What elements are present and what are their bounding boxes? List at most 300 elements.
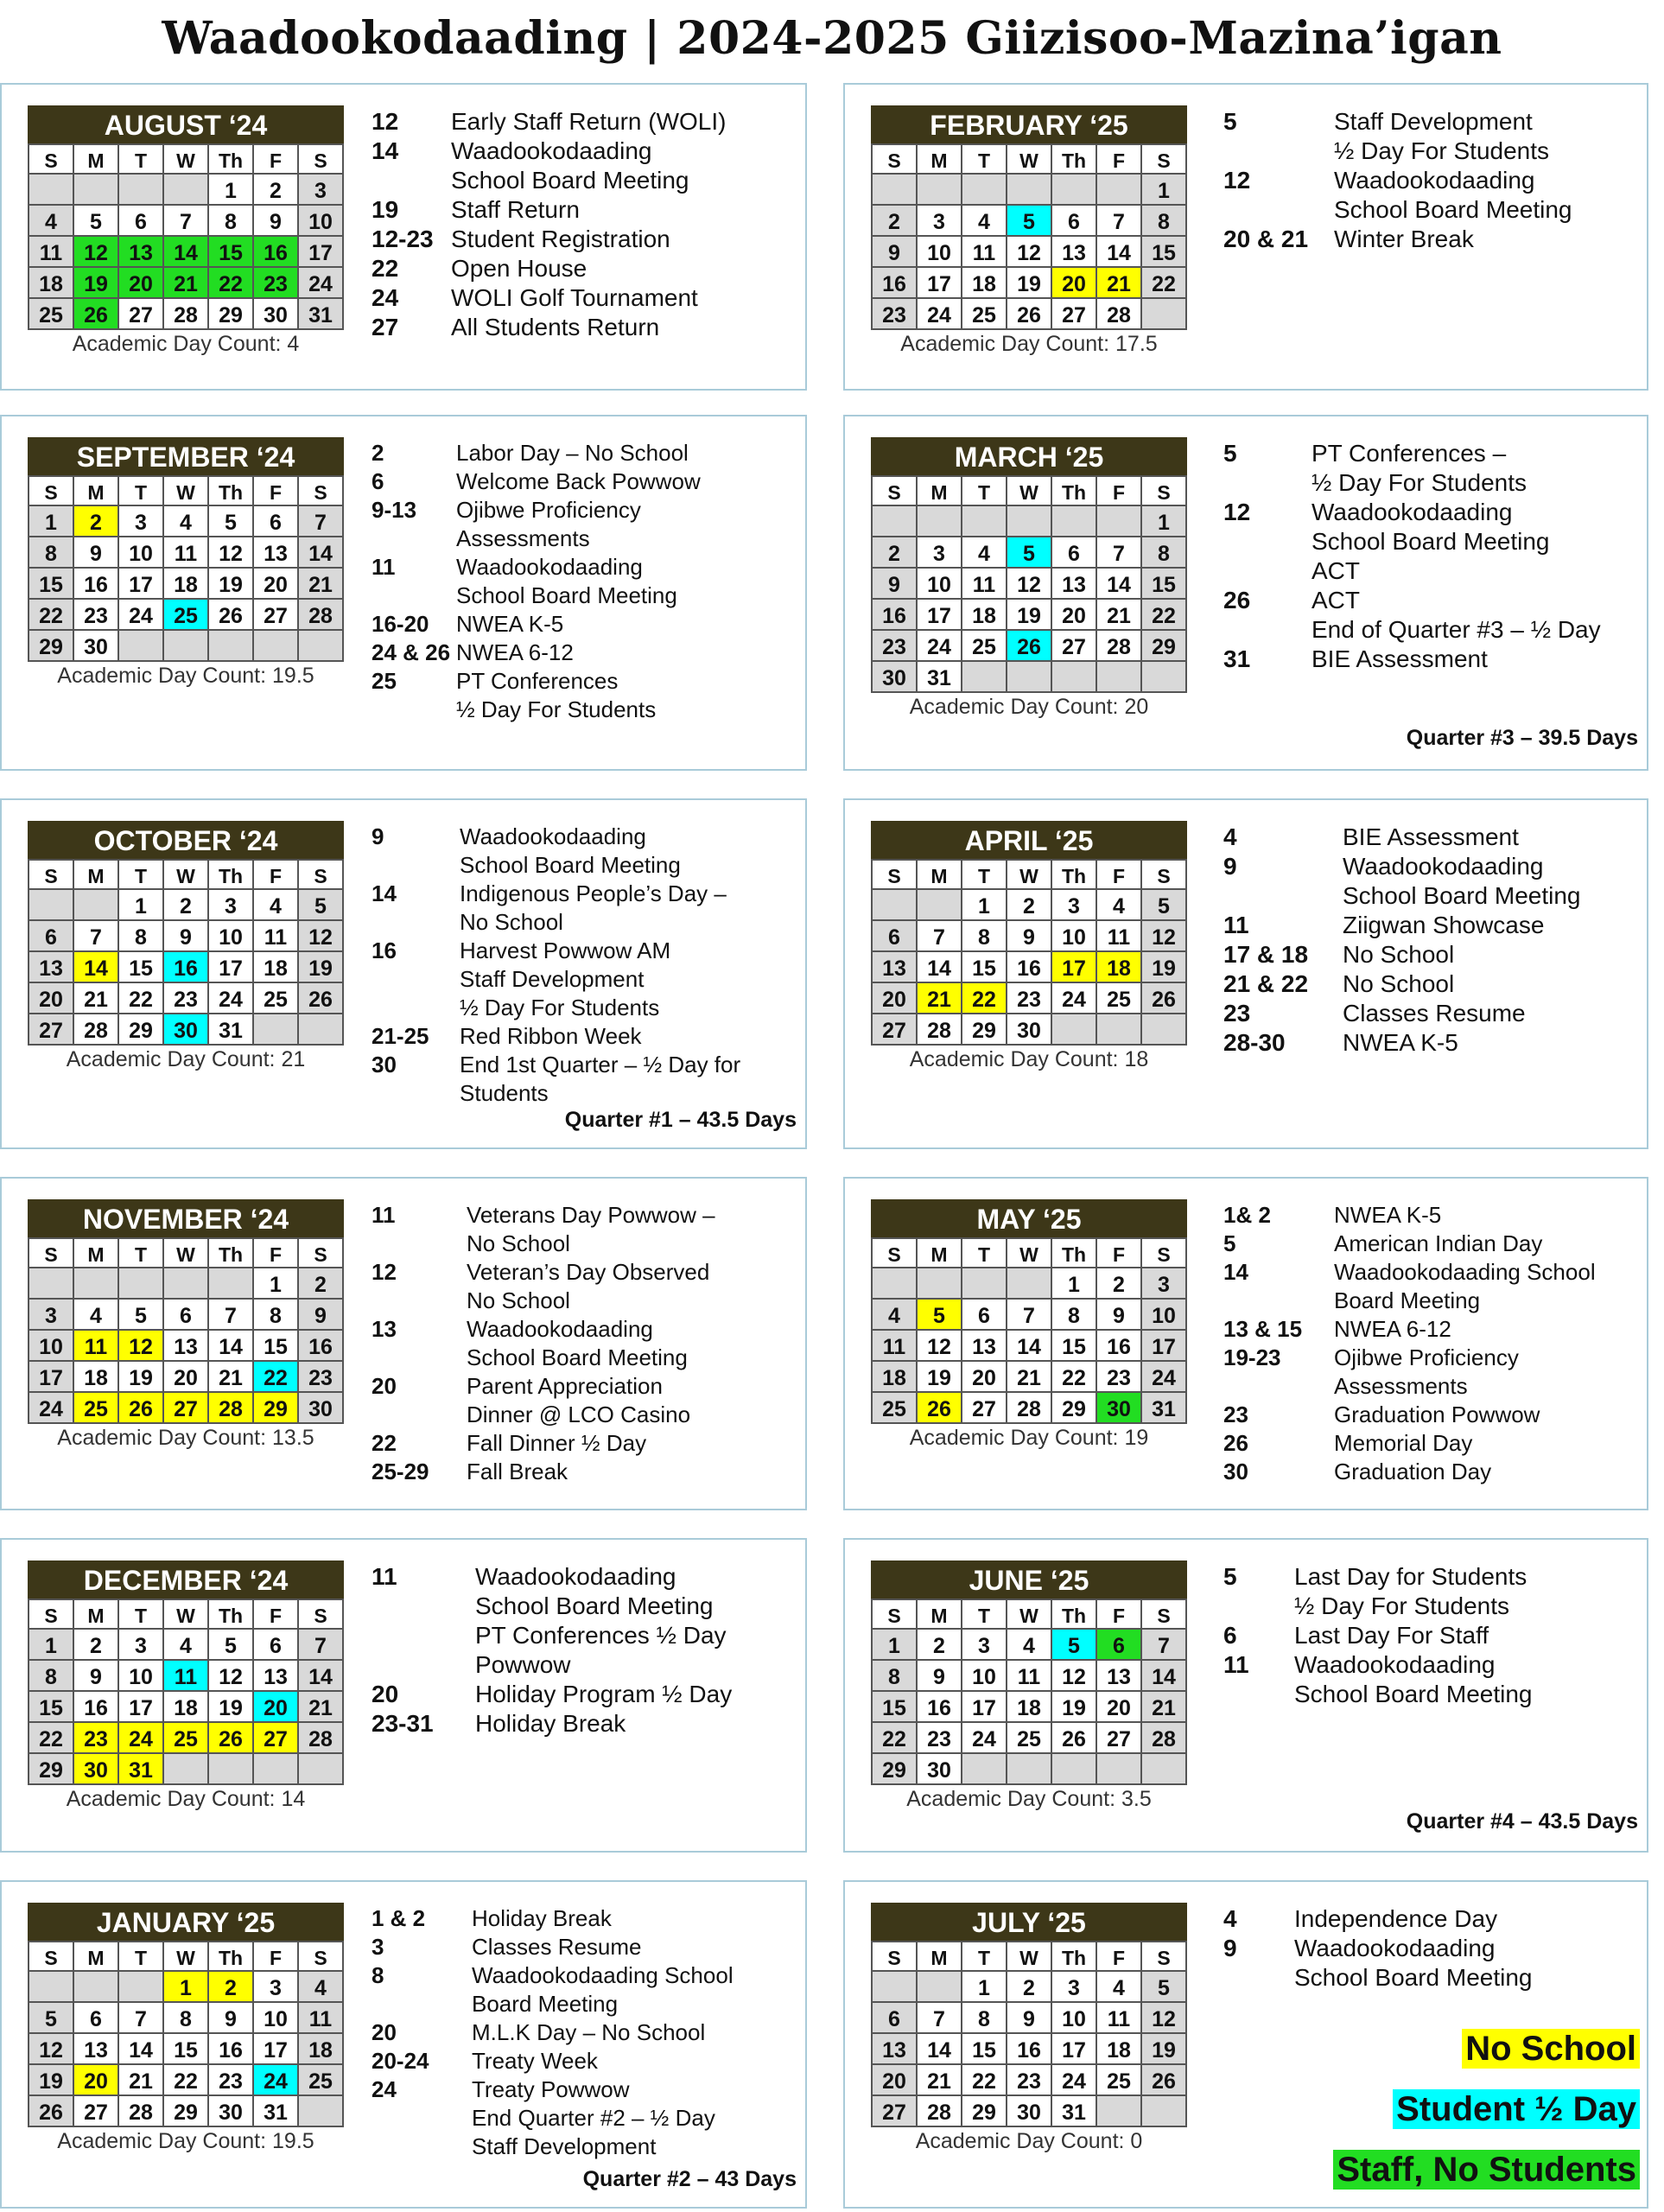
weekday-header: T — [119, 1239, 164, 1268]
day-cell: 26 — [1007, 631, 1052, 662]
day-cell: 3 — [1052, 1972, 1097, 2003]
day-cell: 10 — [209, 921, 254, 952]
month-calendar — [28, 1199, 344, 1424]
day-cell: 18 — [1097, 952, 1142, 983]
day-cell: 8 — [254, 1300, 299, 1331]
event-item — [372, 254, 797, 283]
day-cell: 20 — [74, 2065, 119, 2096]
day-cell: 21 — [1097, 268, 1142, 299]
empty-cell — [29, 890, 74, 921]
weekday-header: S — [1142, 1239, 1187, 1268]
academic-day-count: Academic Day Count: 21 — [66, 1047, 306, 1071]
empty-cell — [1142, 2096, 1187, 2127]
event-list — [372, 1562, 797, 1738]
event-date: 5 — [1223, 108, 1237, 135]
day-cell: 6 — [254, 1630, 299, 1661]
day-cell: 12 — [1007, 569, 1052, 600]
day-cell: 2 — [209, 1972, 254, 2003]
empty-cell — [873, 175, 918, 206]
event-date: 9 — [372, 823, 384, 849]
day-cell: 13 — [962, 1331, 1007, 1362]
day-cell: 15 — [962, 952, 1007, 983]
day-cell: 14 — [1007, 1331, 1052, 1362]
day-cell: 13 — [1097, 1661, 1142, 1692]
day-cell: 10 — [962, 1661, 1007, 1692]
day-cell: 19 — [1007, 268, 1052, 299]
empty-cell — [918, 506, 962, 537]
event-item — [372, 439, 797, 467]
day-cell: 26 — [29, 2096, 74, 2127]
event-date: 8 — [372, 1962, 384, 1988]
month-panel — [0, 83, 807, 391]
event-text: Waadookodaading — [467, 1316, 653, 1342]
event-text: Graduation Day — [1334, 1459, 1492, 1484]
weekday-header: F — [254, 477, 299, 506]
weekday-header: T — [962, 477, 1007, 506]
event-text: Waadookodaading — [1294, 1651, 1496, 1678]
event-item — [1223, 439, 1638, 468]
empty-cell — [1007, 662, 1052, 693]
event-item — [372, 2104, 797, 2133]
month-header: APRIL ‘25 — [871, 821, 1187, 859]
day-cell: 15 — [164, 2034, 209, 2065]
event-date: 20 — [372, 1373, 397, 1399]
empty-cell — [1052, 662, 1097, 693]
day-cell: 22 — [254, 1362, 299, 1393]
day-grid — [28, 859, 344, 1046]
weekday-header: S — [299, 477, 344, 506]
day-cell: 24 — [1052, 2065, 1097, 2096]
quarter-total: Quarter #4 – 43.5 Days — [1406, 1809, 1638, 1834]
day-cell: 7 — [1097, 537, 1142, 569]
day-cell: 13 — [873, 952, 918, 983]
empty-cell — [119, 631, 164, 662]
event-item — [372, 553, 797, 582]
day-cell: 2 — [1007, 1972, 1052, 2003]
event-text: American Indian Day — [1334, 1230, 1543, 1256]
day-cell: 30 — [918, 1754, 962, 1785]
day-cell: 30 — [1007, 1014, 1052, 1046]
event-date — [1223, 556, 1312, 586]
day-cell: 3 — [209, 890, 254, 921]
day-cell: 5 — [209, 506, 254, 537]
day-cell: 17 — [918, 268, 962, 299]
empty-cell — [119, 1268, 164, 1300]
day-cell: 8 — [962, 2003, 1007, 2034]
academic-day-count: Academic Day Count: 4 — [72, 332, 300, 356]
event-text: NWEA 6-12 — [1334, 1316, 1451, 1342]
day-cell: 14 — [119, 2034, 164, 2065]
day-cell: 17 — [962, 1692, 1007, 1723]
day-cell: 3 — [299, 175, 344, 206]
day-cell: 16 — [873, 600, 918, 631]
month-header: AUGUST ‘24 — [28, 105, 344, 143]
day-cell: 2 — [74, 1630, 119, 1661]
day-cell: 1 — [1142, 506, 1187, 537]
month-calendar — [871, 1199, 1187, 1424]
empty-cell — [962, 1754, 1007, 1785]
empty-cell — [299, 1014, 344, 1046]
event-item — [372, 639, 797, 667]
event-date: 21 & 22 — [1223, 970, 1309, 997]
event-text: Students — [460, 1080, 549, 1106]
day-cell: 10 — [918, 237, 962, 268]
weekday-header: Th — [1052, 861, 1097, 890]
day-cell: 3 — [918, 206, 962, 237]
event-date: 24 — [372, 2076, 397, 2102]
event-item — [1223, 107, 1638, 137]
day-cell: 17 — [299, 237, 344, 268]
day-cell: 18 — [299, 2034, 344, 2065]
day-cell: 3 — [119, 1630, 164, 1661]
event-text: School Board Meeting — [1343, 882, 1581, 909]
empty-cell — [209, 1268, 254, 1300]
weekday-header: S — [873, 477, 918, 506]
empty-cell — [29, 1268, 74, 1300]
event-list — [372, 1904, 797, 2161]
day-cell: 11 — [164, 1661, 209, 1692]
empty-cell — [873, 1972, 918, 2003]
empty-cell — [918, 175, 962, 206]
day-cell: 26 — [119, 1393, 164, 1424]
month-header: FEBRUARY ‘25 — [871, 105, 1187, 143]
weekday-header: S — [1142, 1600, 1187, 1630]
weekday-header: W — [1007, 477, 1052, 506]
event-item — [1223, 1562, 1638, 1592]
event-item — [1223, 1429, 1638, 1458]
weekday-header: S — [873, 1942, 918, 1972]
day-cell: 19 — [1142, 2034, 1187, 2065]
day-cell: 23 — [873, 299, 918, 330]
event-text: NWEA K-5 — [1334, 1202, 1442, 1228]
day-cell: 6 — [1052, 537, 1097, 569]
event-text: NWEA K-5 — [456, 611, 564, 637]
event-date: 20 — [372, 2019, 397, 2045]
event-date: 12 — [1223, 167, 1251, 194]
empty-cell — [1097, 1754, 1142, 1785]
event-date — [372, 1621, 475, 1650]
event-text: School Board Meeting — [1294, 1964, 1533, 1991]
weekday-header: F — [254, 1239, 299, 1268]
empty-cell — [119, 1972, 164, 2003]
day-cell: 29 — [873, 1754, 918, 1785]
event-item — [1223, 1028, 1638, 1058]
event-date — [372, 1344, 467, 1372]
event-item — [372, 1933, 797, 1961]
event-item — [372, 1429, 797, 1458]
day-cell: 30 — [74, 1754, 119, 1785]
empty-cell — [918, 890, 962, 921]
day-cell: 7 — [164, 206, 209, 237]
day-cell: 20 — [1052, 600, 1097, 631]
day-cell: 28 — [918, 1014, 962, 1046]
event-item — [372, 696, 797, 724]
event-item — [372, 667, 797, 696]
day-cell: 18 — [962, 600, 1007, 631]
day-cell: 5 — [29, 2003, 74, 2034]
event-item — [372, 1592, 797, 1621]
day-cell: 2 — [1007, 890, 1052, 921]
event-text: School Board Meeting — [1294, 1681, 1533, 1707]
event-text: BIE Assessment — [1312, 645, 1488, 672]
event-item — [1223, 940, 1638, 969]
event-text: NWEA K-5 — [1343, 1029, 1458, 1056]
event-text: NWEA 6-12 — [456, 639, 574, 665]
weekday-header: S — [299, 861, 344, 890]
day-cell: 17 — [254, 2034, 299, 2065]
weekday-header: F — [1097, 145, 1142, 175]
day-cell: 30 — [1007, 2096, 1052, 2127]
day-cell: 12 — [1142, 2003, 1187, 2034]
event-text: PT Conferences ½ Day — [475, 1622, 727, 1649]
event-text: Waadookodaading — [456, 554, 643, 580]
academic-day-count: Academic Day Count: 17.5 — [900, 332, 1158, 356]
month-calendar — [871, 1903, 1187, 2127]
weekday-header: Th — [209, 1239, 254, 1268]
day-cell: 14 — [299, 1661, 344, 1692]
empty-cell — [164, 175, 209, 206]
day-cell: 12 — [1142, 921, 1187, 952]
event-text: ½ Day For Students — [460, 995, 660, 1020]
day-cell: 9 — [74, 1661, 119, 1692]
day-cell: 20 — [873, 2065, 918, 2096]
empty-cell — [254, 1014, 299, 1046]
event-text: School Board Meeting — [467, 1344, 688, 1370]
weekday-header: W — [1007, 1239, 1052, 1268]
day-cell: 20 — [962, 1362, 1007, 1393]
academic-day-count: Academic Day Count: 19.5 — [57, 664, 314, 688]
empty-cell — [299, 631, 344, 662]
day-cell: 11 — [74, 1331, 119, 1362]
empty-cell — [299, 1754, 344, 1785]
event-item — [372, 195, 797, 225]
event-item — [372, 1990, 797, 2018]
event-text: Treaty Powwow — [472, 2076, 630, 2102]
event-text: Waadookodaading — [1343, 853, 1544, 880]
event-text: No School — [467, 1230, 570, 1256]
day-cell: 11 — [962, 237, 1007, 268]
event-text: Waadookodaading — [1312, 499, 1513, 525]
event-item — [1223, 1230, 1638, 1258]
day-cell: 20 — [29, 983, 74, 1014]
event-item — [372, 2075, 797, 2104]
day-cell: 7 — [299, 506, 344, 537]
day-cell: 8 — [209, 206, 254, 237]
day-cell: 14 — [209, 1331, 254, 1362]
empty-cell — [74, 1972, 119, 2003]
day-cell: 4 — [1097, 1972, 1142, 2003]
event-item — [1223, 615, 1638, 645]
day-cell: 29 — [29, 1754, 74, 1785]
event-date: 5 — [1223, 1563, 1237, 1590]
day-cell: 11 — [1007, 1661, 1052, 1692]
weekday-header: S — [1142, 1942, 1187, 1972]
event-item — [372, 166, 797, 195]
day-cell: 25 — [873, 1393, 918, 1424]
event-text: Assessments — [456, 525, 590, 551]
event-date: 14 — [372, 880, 397, 906]
weekday-header: Th — [1052, 1239, 1097, 1268]
day-cell: 29 — [254, 1393, 299, 1424]
event-text: Waadookodaading — [475, 1563, 676, 1590]
event-item — [372, 851, 797, 880]
event-date: 5 — [1223, 1230, 1236, 1256]
event-item — [1223, 527, 1638, 556]
day-cell: 16 — [209, 2034, 254, 2065]
event-date: 24 — [372, 284, 399, 311]
weekday-header: S — [1142, 477, 1187, 506]
day-cell: 23 — [1007, 983, 1052, 1014]
day-cell: 15 — [254, 1331, 299, 1362]
day-cell: 30 — [1097, 1393, 1142, 1424]
event-item — [1223, 645, 1638, 674]
event-text: Staff Development — [460, 966, 645, 992]
event-text: Veteran’s Day Observed — [467, 1259, 710, 1285]
day-cell: 16 — [74, 1692, 119, 1723]
day-cell: 13 — [119, 237, 164, 268]
day-cell: 27 — [1052, 299, 1097, 330]
day-grid — [28, 1941, 344, 2127]
empty-cell — [1007, 1268, 1052, 1300]
day-cell: 8 — [873, 1661, 918, 1692]
day-cell: 19 — [918, 1362, 962, 1393]
weekday-header: W — [1007, 861, 1052, 890]
day-cell: 25 — [164, 1723, 209, 1754]
event-text: Ojibwe Proficiency — [456, 497, 641, 523]
event-text: Memorial Day — [1334, 1430, 1473, 1456]
event-date — [372, 1079, 460, 1108]
event-item — [372, 582, 797, 610]
event-text: School Board Meeting — [456, 582, 677, 608]
month-calendar — [28, 1903, 344, 2127]
day-cell: 14 — [74, 952, 119, 983]
month-panel — [0, 1538, 807, 1853]
event-item — [1223, 1680, 1638, 1709]
day-cell: 10 — [1052, 2003, 1097, 2034]
day-cell: 7 — [299, 1630, 344, 1661]
event-item — [372, 313, 797, 342]
event-text: Graduation Powwow — [1334, 1402, 1540, 1427]
empty-cell — [164, 631, 209, 662]
event-text: Waadookodaading — [451, 137, 652, 164]
month-calendar — [871, 821, 1187, 1046]
day-cell: 11 — [164, 537, 209, 569]
day-cell: 5 — [1007, 206, 1052, 237]
month-header: JANUARY ‘25 — [28, 1903, 344, 1941]
event-text: Winter Break — [1334, 226, 1474, 252]
event-item — [1223, 137, 1638, 166]
day-cell: 27 — [873, 1014, 918, 1046]
event-text: Waadookodaading School — [1334, 1259, 1596, 1285]
day-cell: 29 — [29, 631, 74, 662]
day-cell: 20 — [164, 1362, 209, 1393]
weekday-header: Th — [1052, 477, 1097, 506]
weekday-header: S — [29, 1600, 74, 1630]
day-cell: 25 — [29, 299, 74, 330]
day-cell: 8 — [119, 921, 164, 952]
event-list — [1223, 1562, 1638, 1709]
empty-cell — [873, 1268, 918, 1300]
day-cell: 7 — [1097, 206, 1142, 237]
event-date: 11 — [372, 554, 396, 580]
weekday-header: M — [918, 861, 962, 890]
day-cell: 19 — [119, 1362, 164, 1393]
empty-cell — [1052, 1754, 1097, 1785]
weekday-header: M — [918, 477, 962, 506]
day-cell: 21 — [918, 983, 962, 1014]
day-cell: 15 — [1142, 237, 1187, 268]
empty-cell — [1052, 506, 1097, 537]
event-item — [372, 610, 797, 639]
day-cell: 18 — [29, 268, 74, 299]
day-cell: 31 — [209, 1014, 254, 1046]
weekday-header: T — [962, 1942, 1007, 1972]
month-header: NOVEMBER ‘24 — [28, 1199, 344, 1237]
empty-cell — [1007, 506, 1052, 537]
day-cell: 5 — [918, 1300, 962, 1331]
weekday-header: F — [1097, 1239, 1142, 1268]
event-item — [1223, 225, 1638, 254]
day-cell: 17 — [209, 952, 254, 983]
day-cell: 9 — [1097, 1300, 1142, 1331]
day-cell: 30 — [74, 631, 119, 662]
event-date: 12 — [372, 108, 399, 135]
day-cell: 17 — [1052, 2034, 1097, 2065]
day-cell: 2 — [254, 175, 299, 206]
weekday-header: S — [29, 861, 74, 890]
weekday-header: M — [74, 861, 119, 890]
legend-item: Student ½ Day — [1393, 2089, 1640, 2129]
event-date: 31 — [1223, 645, 1251, 672]
day-cell: 12 — [1007, 237, 1052, 268]
event-text: Assessments — [1334, 1373, 1468, 1399]
day-cell: 28 — [1097, 299, 1142, 330]
day-cell: 7 — [1007, 1300, 1052, 1331]
empty-cell — [873, 890, 918, 921]
event-item — [1223, 1287, 1638, 1315]
empty-cell — [1097, 506, 1142, 537]
month-header: SEPTEMBER ‘24 — [28, 437, 344, 475]
day-cell: 26 — [1052, 1723, 1097, 1754]
empty-cell — [1052, 175, 1097, 206]
day-cell: 27 — [254, 1723, 299, 1754]
event-text: Waadookodaading — [1334, 167, 1535, 194]
day-cell: 21 — [1142, 1692, 1187, 1723]
day-cell: 31 — [918, 662, 962, 693]
month-panel — [0, 1880, 807, 2209]
event-item — [372, 1344, 797, 1372]
day-cell: 10 — [29, 1331, 74, 1362]
day-cell: 26 — [209, 1723, 254, 1754]
day-cell: 6 — [873, 2003, 918, 2034]
event-text: WOLI Golf Tournament — [451, 284, 698, 311]
event-text: ½ Day For Students — [1334, 137, 1550, 164]
event-text: Classes Resume — [1343, 1000, 1526, 1027]
weekday-header: F — [1097, 1942, 1142, 1972]
day-cell: 16 — [254, 237, 299, 268]
day-cell: 5 — [1007, 537, 1052, 569]
day-cell: 21 — [164, 268, 209, 299]
event-item — [372, 1022, 797, 1051]
event-text: Treaty Week — [472, 2048, 598, 2074]
day-cell: 19 — [29, 2065, 74, 2096]
day-cell: 23 — [1097, 1362, 1142, 1393]
day-cell: 5 — [1142, 890, 1187, 921]
day-cell: 24 — [918, 631, 962, 662]
day-cell: 8 — [1052, 1300, 1097, 1331]
quarter-total: Quarter #3 – 39.5 Days — [1406, 726, 1638, 750]
day-cell: 9 — [1007, 921, 1052, 952]
